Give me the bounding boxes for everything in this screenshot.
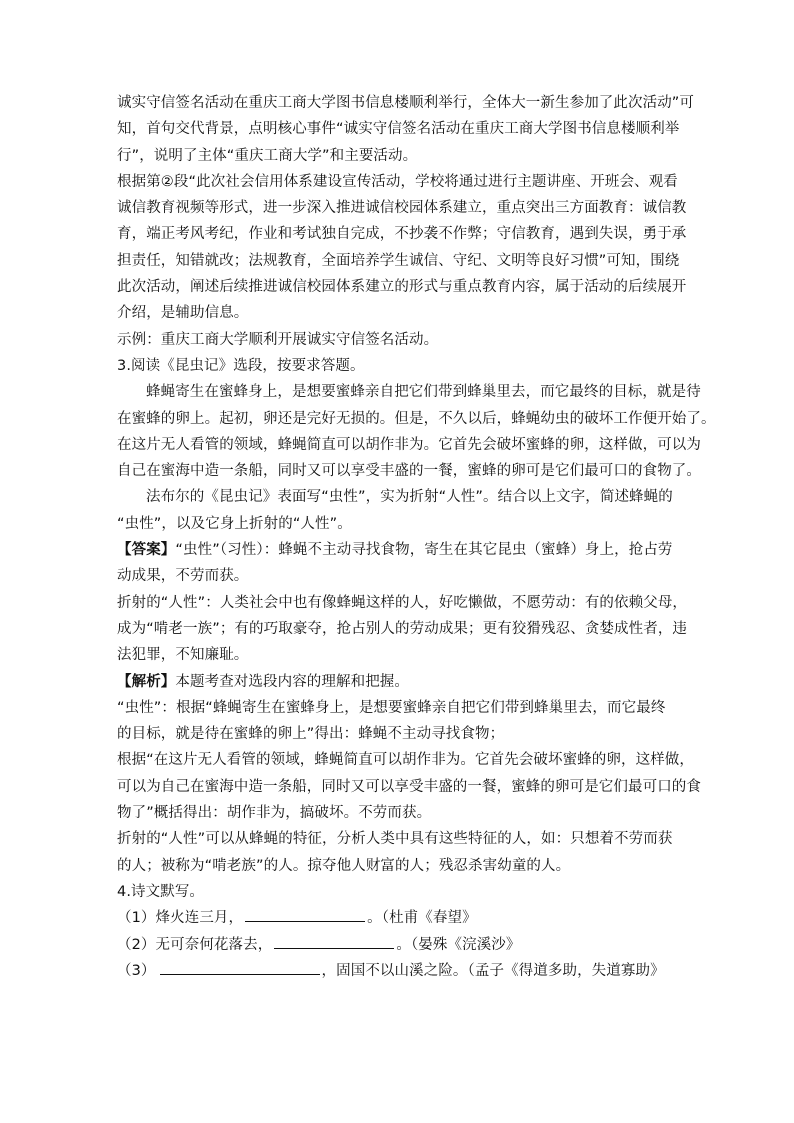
analysis-line: 物了”概括得出：胡作非为，搞破坏。不劳而获。	[117, 805, 432, 822]
question-4-title: 4.诗文默写。	[117, 883, 205, 900]
fill-before: 烽火连三月，	[155, 910, 244, 927]
analysis-tag: 【解析】	[117, 673, 176, 690]
text-line: 根据第②段“此次社会信用体系建设宣传活动，学校将通过进行主题讲座、开班会、观看	[117, 173, 678, 190]
analysis-line: 根据“在这片无人看管的领域，蜂蝇简直可以胡作非为。它首先会破坏蜜蜂的卵，这样做，	[117, 752, 695, 769]
fill-item-2	[117, 932, 681, 958]
fill-item-1	[117, 905, 681, 931]
analysis-line: 的人；被称为“啃老族”的人。掠夺他人财富的人；残忍杀害幼童的人。	[117, 857, 571, 874]
text-line: 诚实守信签名活动在重庆工商大学图书信息楼顺利举行，全体大一新生参加了此次活动”可	[117, 95, 695, 111]
fill-number: （1）	[117, 910, 156, 927]
analysis-line: 可以为自己在蜜海中造一条船，同时又可以享受丰盛的一餐，蜜蜂的卵可是它们最可口的食	[117, 778, 701, 795]
fill-before: 无可奈何花落去，	[155, 936, 273, 953]
answer-line: 成为“啃老一族”；有的巧取豪夺，抢占别人的劳动成果；更有狡猾残忍、贪婪成性者，违	[117, 620, 688, 637]
prompt-line: “虫性”，以及它身上折射的“人性”。	[117, 515, 352, 532]
passage-line: 在蜜蜂的卵上。起初，卵还是完好无损的。但是，不久以后，蜂蝇幼虫的破坏工作便开始了。	[117, 410, 716, 427]
fill-after: 。（晏殊《浣溪沙》	[396, 936, 521, 953]
document-page	[117, 90, 716, 984]
fill-number: （2）	[117, 936, 156, 953]
fill-after: ，固国不以山溪之险。（孟子《得道多助，失道寡助》	[321, 962, 665, 979]
answer-line	[117, 537, 681, 563]
answer-line: 动成果，不劳而获。	[117, 568, 249, 585]
question-3-title: 3.阅读《昆虫记》选段，按要求答题。	[117, 357, 365, 374]
fill-blank[interactable]	[274, 933, 394, 949]
text-line: 育，端正考风考纪，作业和考试独自完成，不抄袭不作弊；守信教育，遇到失误，勇于承	[117, 226, 687, 243]
analysis-line: 折射的“人性”可以从蜂蝇的特征，分析人类中具有这些特征的人，如：只想着不劳而获	[117, 831, 673, 848]
answer-line: 折射的“人性”：人类社会中也有像蜂蝇这样的人，好吃懒做，不愿劳动：有的依赖父母，	[117, 594, 688, 611]
prompt-line: 法布尔的《昆虫记》表面写“虫性”，实为折射“人性”。结合以上文字，简述蜂蝇的	[146, 489, 673, 506]
answer-tag: 【答案】	[117, 542, 176, 559]
example-line: 示例：重庆工商大学顺利开展诚实守信签名活动。	[117, 331, 439, 348]
text-line: 诚信教育视频等形式，进一步深入推进诚信校园体系建立，重点突出三方面教育：诚信教	[117, 200, 687, 217]
passage-line: 在这片无人看管的领域，蜂蝇简直可以胡作非为。它首先会破坏蜜蜂的卵，这样做，可以为	[117, 436, 701, 453]
answer-text: “虫性”（习性）：蜂蝇不主动寻找食物，寄生在其它昆虫（蜜蜂）身上，抢占劳	[175, 542, 673, 559]
text-line: 行”，说明了主体“重庆工商大学”和主要活动。	[117, 147, 418, 164]
fill-blank[interactable]	[245, 906, 365, 922]
text-line: 担责任，知错就改；法规教育，全面培养学生诚信、守纪、文明等良好习惯”可知，围绕	[117, 252, 680, 269]
analysis-line	[117, 669, 681, 695]
fill-number: （3）	[117, 962, 156, 979]
passage-line: 蜂蝇寄生在蜜蜂身上，是想要蜜蜂亲自把它们带到蜂巢里去，而它最终的目标，就是待	[146, 384, 701, 401]
fill-blank[interactable]	[160, 959, 320, 975]
text-line: 知，首句交代背景，点明核心事件“诚实守信签名活动在重庆工商大学图书信息楼顺利举	[117, 121, 680, 138]
passage-line: 自己在蜜海中造一条船，同时又可以享受丰盛的一餐，蜜蜂的卵可是它们最可口的食物了。	[117, 463, 701, 480]
analysis-line: 的目标，就是待在蜜蜂的卵上”得出：蜂蝇不主动寻找食物；	[117, 726, 505, 743]
fill-after: 。（杜甫《春望》	[367, 910, 477, 927]
answer-line: 法犯罪，不知廉耻。	[117, 647, 249, 664]
text-line: 此次活动，阐述后续推进诚信校园体系建立的形式与重点教育内容，属于活动的后续展开	[117, 279, 687, 296]
analysis-text: 本题考查对选段内容的理解和把握。	[175, 673, 410, 690]
fill-item-3	[117, 958, 681, 984]
text-line: 介绍，是辅助信息。	[117, 305, 249, 322]
analysis-line: “虫性”：根据“蜂蝇寄生在蜜蜂身上，是想要蜜蜂亲自把它们带到蜂巢里去，而它最终	[117, 699, 666, 716]
